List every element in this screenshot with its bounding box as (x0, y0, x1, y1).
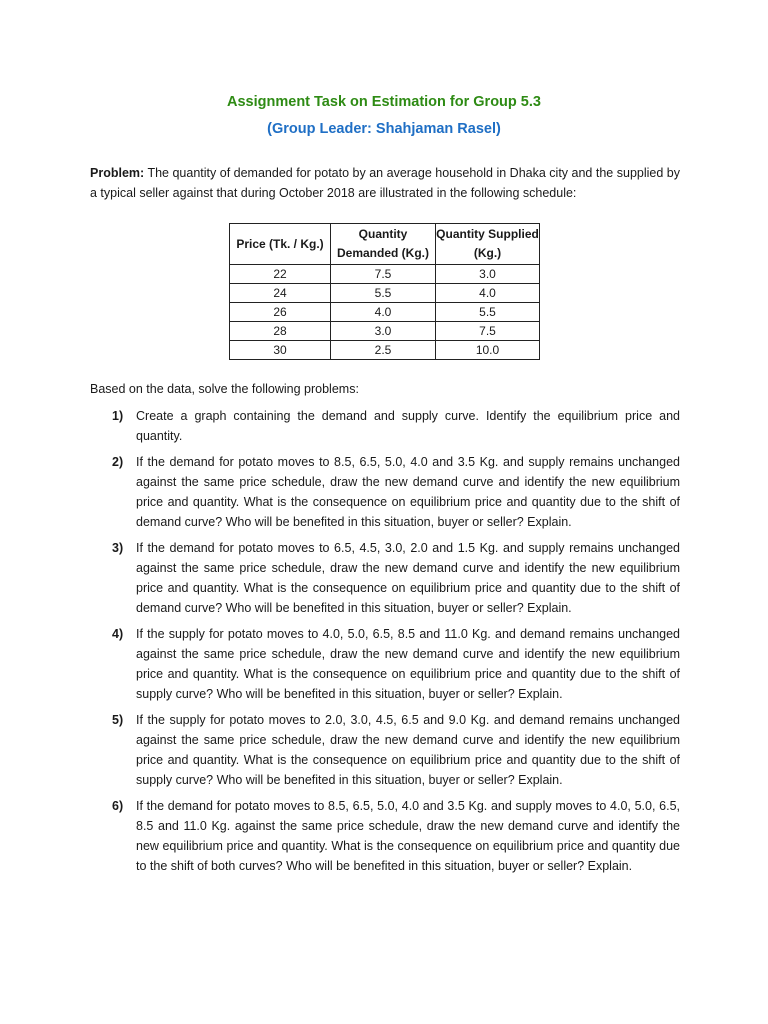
task-number: 6) (112, 799, 124, 813)
task-number: 1) (112, 409, 124, 423)
table-cell: 24 (230, 284, 331, 303)
table-cell: 10.0 (436, 341, 540, 360)
table-cell: 4.0 (331, 303, 436, 322)
table-cell: 4.0 (436, 284, 540, 303)
task-list (90, 406, 680, 882)
schedule-table (229, 223, 540, 360)
task-number: 3) (112, 541, 124, 555)
page-subtitle: (Group Leader: Shahjaman Rasel) (267, 121, 501, 137)
table-header-price: Price (Tk. / Kg.) (230, 224, 331, 265)
list-item (90, 538, 680, 618)
table-cell: 30 (230, 341, 331, 360)
table-row (230, 322, 540, 341)
table-cell: 5.5 (436, 303, 540, 322)
task-text: If the demand for potato moves to 8.5, 6.5, 5.0, 4.0 and 3.5 Kg. and supply remains unchanged against the same price schedule, draw the new demand curve and identify the new equilibrium price and quantity. What is the consequence on equilibrium price and quantity due to the shift of demand curve? Who will be benefited in this situation, buyer or seller? Explain. (136, 455, 680, 529)
problems-intro: Based on the data, solve the following problems: (90, 382, 359, 396)
table-row (230, 265, 540, 284)
table-cell: 22 (230, 265, 331, 284)
table-row (230, 284, 540, 303)
task-text: If the supply for potato moves to 2.0, 3.0, 4.5, 6.5 and 9.0 Kg. and demand remains unchanged against the same price schedule, draw the new demand curve and identify the new equilibrium price and quantity. What is the consequence on equilibrium price and quantity due to the shift of supply curve? Who will be benefited in this situation, buyer or seller? Explain. (136, 713, 680, 787)
table-header-supplied: Quantity Supplied (Kg.) (436, 224, 540, 265)
list-item (90, 452, 680, 532)
table-cell: 3.0 (331, 322, 436, 341)
table-cell: 26 (230, 303, 331, 322)
table-cell: 7.5 (331, 265, 436, 284)
table-cell: 28 (230, 322, 331, 341)
problem-statement (90, 163, 680, 203)
table-row (230, 341, 540, 360)
task-text: If the demand for potato moves to 6.5, 4.5, 3.0, 2.0 and 1.5 Kg. and supply remains unchanged against the same price schedule, draw the new demand curve and identify the new equilibrium price and quantity. What is the consequence on equilibrium price and quantity due to the shift of demand curve? Who will be benefited in this situation, buyer or seller? Explain. (136, 541, 680, 615)
task-text: Create a graph containing the demand and supply curve. Identify the equilibrium price and quantity. (136, 409, 680, 443)
table-cell: 5.5 (331, 284, 436, 303)
page-title: Assignment Task on Estimation for Group 5.3 (227, 94, 541, 110)
table-header-row (230, 224, 540, 265)
task-text: If the demand for potato moves to 8.5, 6.5, 5.0, 4.0 and 3.5 Kg. and supply moves to 4.0, 5.0, 6.5, 8.5 and 11.0 Kg. against the same price schedule, draw the new demand curve and identify the new equilibrium price and quantity. What is the consequence on equilibrium price and quantity due to the shift of both curves? Who will be benefited in this situation, buyer or seller? Explain. (136, 799, 680, 873)
table-cell: 7.5 (436, 322, 540, 341)
task-number: 2) (112, 455, 124, 469)
task-number: 5) (112, 713, 124, 727)
list-item (90, 406, 680, 446)
list-item (90, 710, 680, 790)
list-item (90, 796, 680, 876)
problem-text: The quantity of demanded for potato by an average household in Dhaka city and the supplied by a typical seller against that during October 2018 are illustrated in the following schedule: (90, 166, 680, 200)
table-cell: 2.5 (331, 341, 436, 360)
task-number: 4) (112, 627, 124, 641)
task-text: If the supply for potato moves to 4.0, 5.0, 6.5, 8.5 and 11.0 Kg. and demand remains unchanged against the same price schedule, draw the new demand curve and identify the new equilibrium price and quantity. What is the consequence on equilibrium price and quantity due to the shift of supply curve? Who will be benefited in this situation, buyer or seller? Explain. (136, 627, 680, 701)
problem-label: Problem: (90, 166, 145, 180)
table-cell: 3.0 (436, 265, 540, 284)
table-row (230, 303, 540, 322)
table-header-demanded: Quantity Demanded (Kg.) (331, 224, 436, 265)
list-item (90, 624, 680, 704)
